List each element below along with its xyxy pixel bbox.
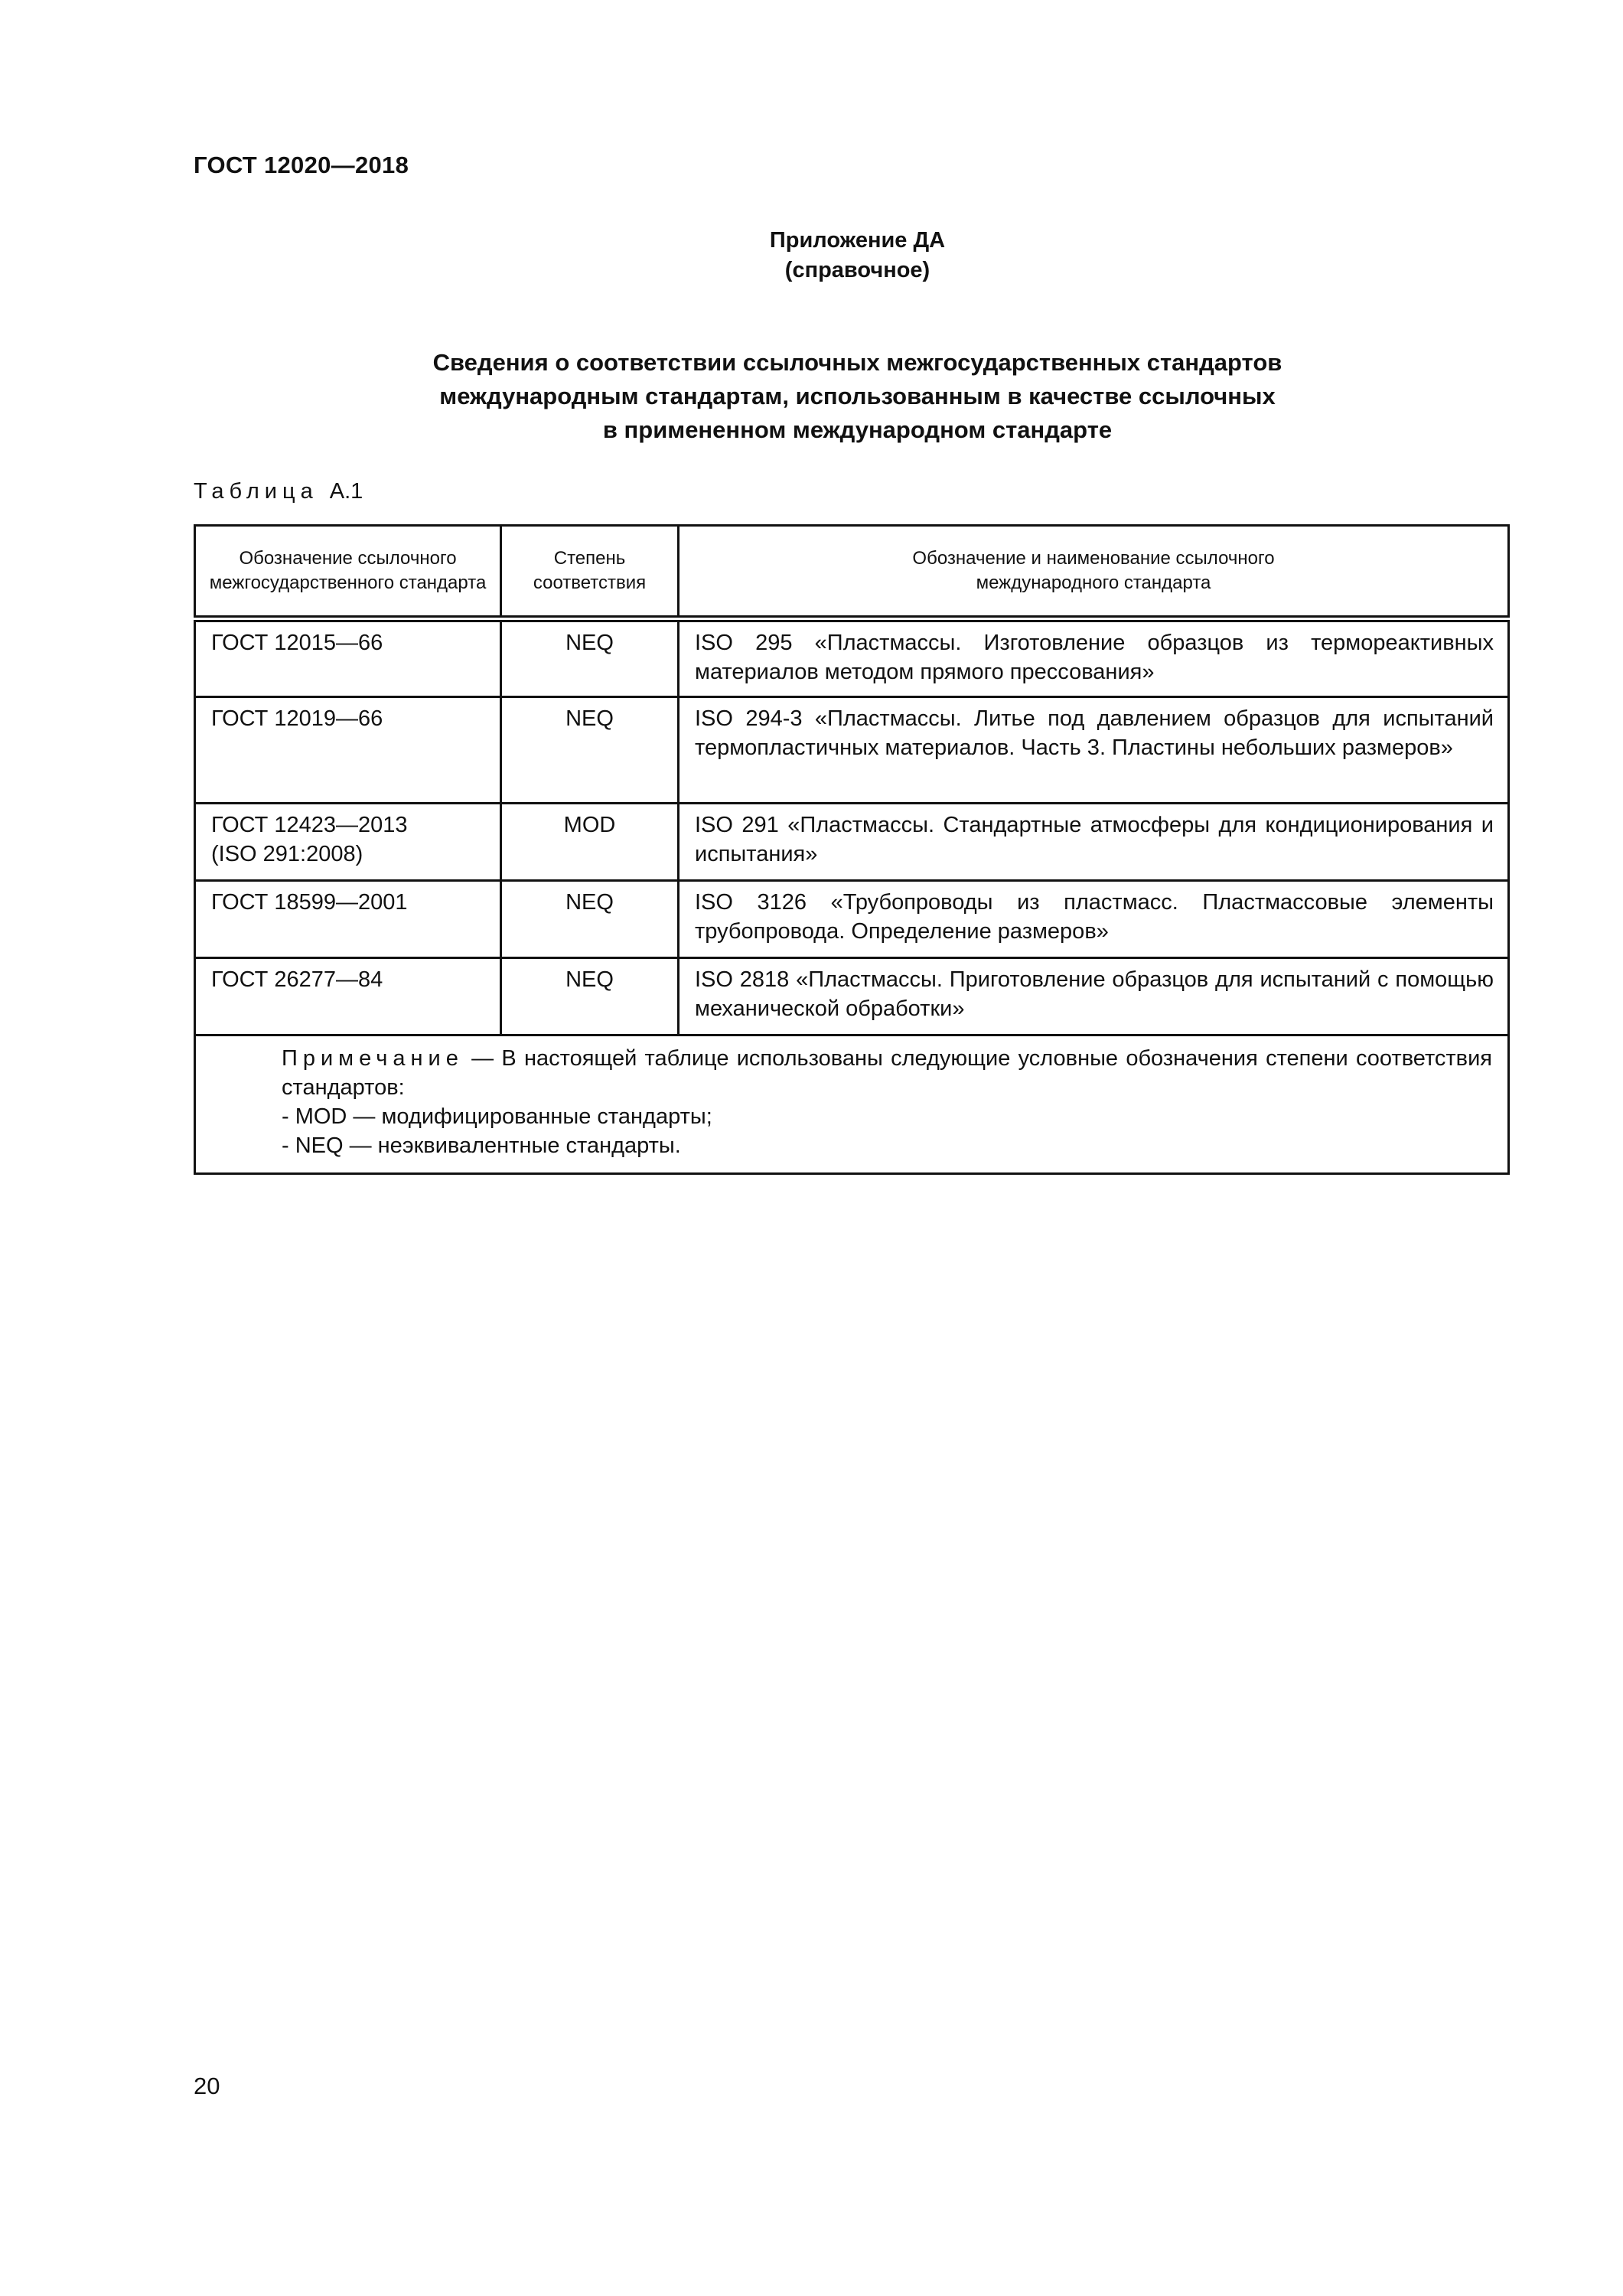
annex-kind: (справочное): [784, 258, 930, 282]
table-label-word: Таблица: [194, 479, 318, 504]
annex-heading-line: в примененном международном стандарте: [602, 416, 1113, 443]
gost-cell: ГОСТ 12019—66: [195, 697, 501, 804]
column-header-gost: Обозначение ссылочного межгосударственного стандарта: [195, 526, 501, 619]
degree-cell: NEQ: [501, 619, 679, 697]
gost-designation: ГОСТ 12423—2013: [211, 813, 408, 837]
degree-cell: NEQ: [501, 958, 679, 1035]
note-item-neq: - NEQ — неэквивалентные стандарты.: [282, 1133, 681, 1158]
page-number: 20: [194, 2073, 220, 2099]
table-row: [195, 804, 1509, 881]
iso-cell: ISO 295 «Пластмассы. Изготовление образцов из термореактивных материалов методом прямого прессования»: [679, 619, 1509, 697]
column-header-iso: Обозначение и наименование ссылочного международного стандарта: [679, 526, 1509, 619]
table-row: [195, 697, 1509, 804]
annex-heading: [46, 346, 1623, 447]
iso-cell: ISO 291 «Пластмассы. Стандартные атмосферы для кондиционирования и испытания»: [679, 804, 1509, 881]
note-label: Примечание: [282, 1046, 464, 1071]
gost-cell: ГОСТ 18599—2001: [195, 881, 501, 958]
annex-heading-line: Сведения о соответствии ссылочных межгосударственных стандартов: [432, 349, 1282, 376]
table-header-row: [195, 526, 1509, 619]
degree-cell: NEQ: [501, 697, 679, 804]
reference-standards-table: [194, 524, 1510, 1175]
table-row: [195, 619, 1509, 697]
document-code: ГОСТ 12020—2018: [194, 152, 409, 178]
note-item-mod: - MOD — модифицированные стандарты;: [282, 1104, 712, 1129]
table-row: [195, 958, 1509, 1035]
gost-cell: ГОСТ 26277—84: [195, 958, 501, 1035]
column-header-degree: Степень соответствия: [501, 526, 679, 619]
table-label: [194, 479, 363, 504]
annex-title: Приложение ДА: [769, 228, 946, 253]
note-text: Примечание — В настоящей таблице использованы следующие условные обозначения степени соответствия стандартов:: [282, 1046, 1492, 1100]
table-label-number: А.1: [329, 479, 363, 504]
iso-cell: ISO 3126 «Трубопроводы из пластмасс. Пластмассовые элементы трубопровода. Определение размеров»: [679, 881, 1509, 958]
table-note-row: [195, 1035, 1509, 1174]
degree-cell: MOD: [501, 804, 679, 881]
iso-cell: ISO 2818 «Пластмассы. Приготовление образцов для испытаний с помощью механической обработки»: [679, 958, 1509, 1035]
annex-heading-line: международным стандартам, использованным в качестве ссылочных: [439, 383, 1276, 409]
degree-cell: NEQ: [501, 881, 679, 958]
iso-cell: ISO 294-3 «Пластмассы. Литье под давлением образцов для испытаний термопластичных материалов. Часть 3. Пластины небольших размеров»: [679, 697, 1509, 804]
table-row: [195, 881, 1509, 958]
gost-cell: [195, 804, 501, 881]
gost-iso-equivalent: (ISO 291:2008): [211, 842, 363, 866]
table-note: [195, 1035, 1509, 1174]
gost-cell: ГОСТ 12015—66: [195, 619, 501, 697]
